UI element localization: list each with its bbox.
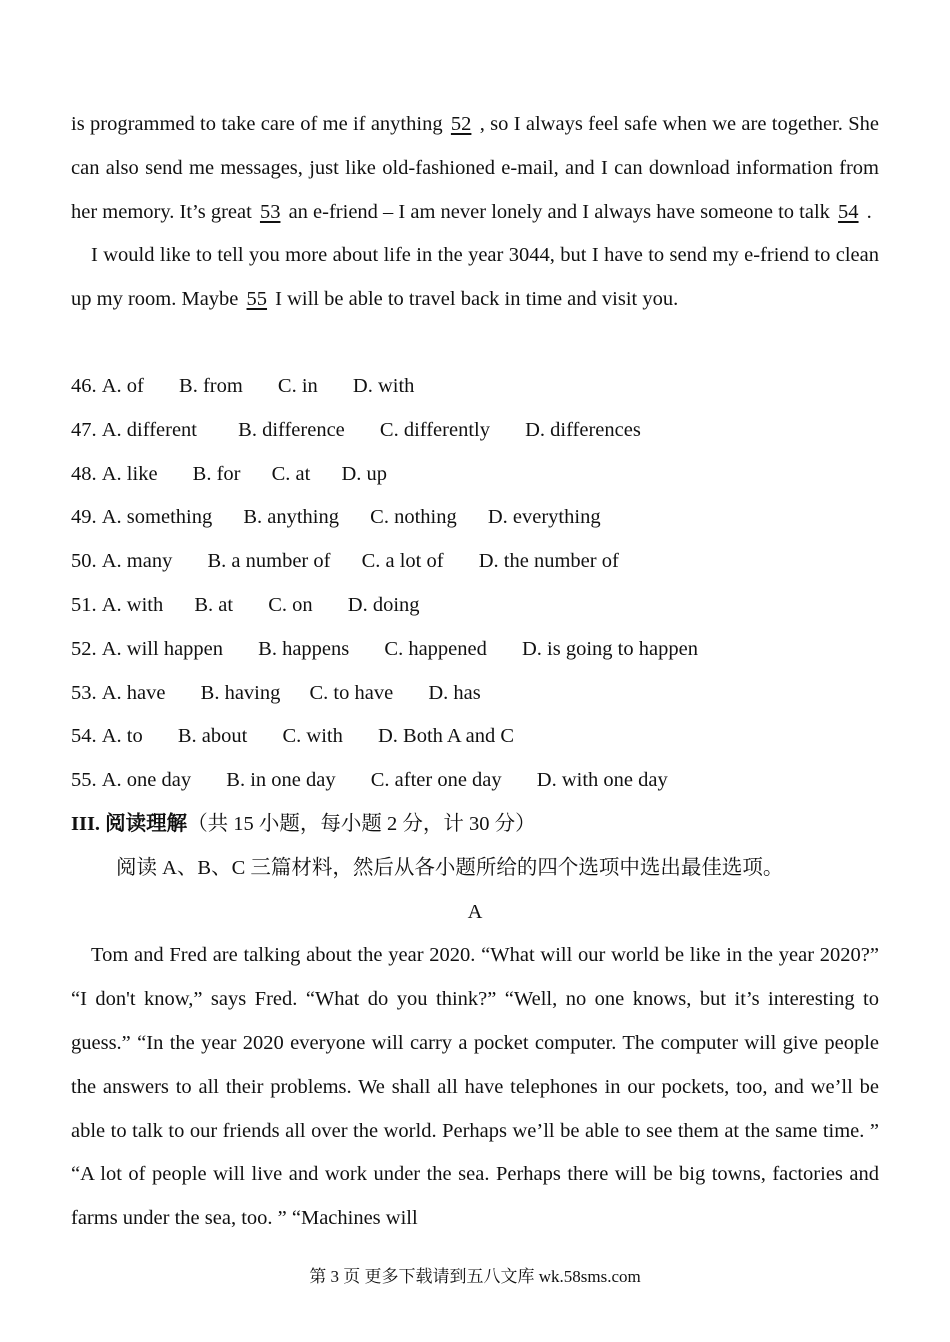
option-a: A. of bbox=[101, 375, 144, 397]
cloze-passage bbox=[71, 103, 879, 322]
option-c: C. nothing bbox=[370, 506, 457, 529]
option-a: A. different bbox=[101, 418, 198, 441]
question-52 bbox=[71, 628, 879, 672]
option-b: B. about bbox=[177, 725, 248, 748]
option-b: B. in one day bbox=[226, 769, 336, 792]
question-number: 53. bbox=[71, 681, 97, 704]
option-d: D. doing bbox=[347, 593, 420, 616]
option-d: D. everything bbox=[487, 506, 601, 529]
option-b: B. at bbox=[194, 593, 234, 616]
passage-paragraph-2: I would like to tell you more about life in the year 3044, but I have to send my e-friend to clean up my room. Maybe 55 I will be able to travel back in time and visit you. bbox=[71, 234, 879, 322]
option-c: C. after one day bbox=[370, 769, 502, 792]
question-number: 49. bbox=[71, 506, 97, 529]
option-c: C. differently bbox=[379, 418, 490, 441]
option-c: C. a lot of bbox=[361, 550, 444, 573]
section-heading: III. 阅读理解（共 15 小题，每小题 2 分，计 30 分） bbox=[71, 812, 536, 835]
question-number: 48. bbox=[71, 462, 97, 485]
reading-passage-a: Tom and Fred are talking about the year 2020. “What will our world be like in the year 2020?” “I don't know,” says Fred. “What do you think?” “Well, no one knows, but it’s interesting to guess.” “In the year 2020 everyone will carry a pocket computer. The computer will give people the answers to all their problems. We shall all have telephones in our pockets, too, and we’ll be able to talk to our friends all over the world. Perhaps we’ll be able to see them at the same time. ” “A lot of people will live and work under the sea. Perhaps there will be big towns, factories and farms under the sea, too. ” “Machines will bbox=[71, 944, 879, 1230]
option-b: B. a number of bbox=[207, 550, 331, 573]
question-number: 52. bbox=[71, 637, 97, 660]
passage-paragraph-1: is programmed to take care of me if anything 52 , so I always feel safe when we are together. She can also send me messages, just like old-fashioned e-mail, and I can download information from her memory. It’s great 53 an e-friend – I am never lonely and I always have someone to talk 54 . bbox=[71, 103, 879, 234]
question-number: 54. bbox=[71, 725, 97, 748]
question-50 bbox=[71, 540, 879, 584]
question-54 bbox=[71, 715, 879, 759]
option-d: D. with bbox=[352, 375, 415, 397]
option-a: A. to bbox=[101, 725, 143, 748]
blank-53: 53 bbox=[259, 200, 281, 223]
option-a: A. one day bbox=[101, 769, 192, 792]
section-instruction: 阅读 A、B、C 三篇材料，然后从各小题所给的四个选项中选出最佳选项。 bbox=[116, 856, 784, 879]
option-c: C. at bbox=[271, 462, 311, 485]
option-d: D. up bbox=[341, 462, 388, 485]
option-c: C. on bbox=[268, 593, 313, 616]
option-a: A. will happen bbox=[101, 637, 224, 660]
question-49 bbox=[71, 496, 879, 540]
blank-54: 54 bbox=[838, 200, 859, 223]
option-a: A. like bbox=[101, 462, 158, 485]
option-b: B. difference bbox=[238, 418, 345, 441]
question-53 bbox=[71, 672, 879, 716]
option-c: C. happened bbox=[384, 637, 487, 660]
option-d: D. with one day bbox=[536, 769, 668, 792]
option-c: C. to have bbox=[309, 681, 394, 704]
option-b: B. having bbox=[200, 681, 281, 704]
question-number: 51. bbox=[71, 593, 97, 616]
question-number: 46. bbox=[71, 375, 97, 397]
question-47 bbox=[71, 409, 879, 453]
question-55 bbox=[71, 759, 879, 803]
question-48 bbox=[71, 453, 879, 497]
question-46 bbox=[71, 365, 879, 409]
option-c: C. with bbox=[282, 725, 343, 748]
option-a: A. many bbox=[101, 550, 173, 573]
blank-55: 55 bbox=[246, 288, 268, 311]
blank-52: 52 bbox=[450, 113, 472, 135]
option-a: A. something bbox=[101, 506, 213, 529]
page-footer: 第 3 页 更多下载请到五八文库 wk.58sms.com bbox=[309, 1267, 641, 1286]
option-d: D. has bbox=[428, 681, 481, 704]
question-number: 47. bbox=[71, 418, 97, 441]
passage-label: A bbox=[467, 900, 483, 923]
option-b: B. happens bbox=[258, 637, 350, 660]
option-a: A. with bbox=[101, 593, 164, 616]
option-d: D. is going to happen bbox=[522, 637, 698, 660]
question-number: 55. bbox=[71, 769, 97, 792]
option-b: B. for bbox=[192, 462, 241, 485]
option-b: B. anything bbox=[243, 506, 340, 529]
option-d: D. differences bbox=[525, 418, 641, 441]
option-a: A. have bbox=[101, 681, 166, 704]
option-d: D. Both A and C bbox=[377, 725, 515, 748]
option-c: C. in bbox=[277, 375, 318, 397]
question-51 bbox=[71, 584, 879, 628]
option-b: B. from bbox=[179, 375, 243, 397]
option-d: D. the number of bbox=[478, 550, 619, 573]
answer-options bbox=[71, 365, 879, 1241]
question-number: 50. bbox=[71, 550, 97, 573]
